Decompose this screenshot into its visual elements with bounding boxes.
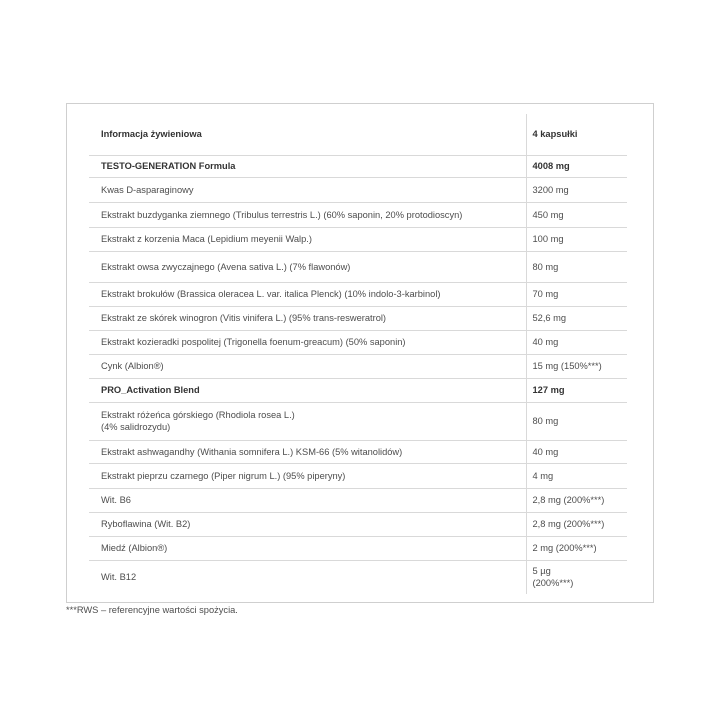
nutrition-panel xyxy=(66,103,654,603)
row-value-cell: 2,8 mg (200%***) xyxy=(526,488,627,512)
table-header-row xyxy=(89,114,627,155)
row-name-cell: Wit. B12 xyxy=(101,572,137,583)
footnote: ***RWS – referencyjne wartości spożycia. xyxy=(66,605,238,615)
row-name-cell: Ekstrakt pieprzu czarnego (Piper nigrum L.) (95% piperyny) xyxy=(89,463,526,488)
table-row xyxy=(89,402,627,440)
row-name-cell: Ekstrakt owsa zwyczajnego (Avena sativa L.) (7% flawonów) xyxy=(89,251,526,282)
row-value-cell: 4 mg xyxy=(526,463,627,488)
table-row xyxy=(89,512,627,536)
row-name-cell: Ekstrakt buzdyganka ziemnego (Tribulus terrestris L.) (60% saponin, 20% protodioscyn) xyxy=(89,202,526,227)
table-row xyxy=(89,463,627,488)
row-value-cell: 80 mg xyxy=(526,402,627,440)
table-row xyxy=(89,202,627,227)
row-value-cell: 127 mg xyxy=(526,378,627,402)
row-name-cell: Ekstrakt kozieradki pospolitej (Trigonella foenum-greacum) (50% saponin) xyxy=(89,330,526,354)
row-value-cell: 80 mg xyxy=(526,251,627,282)
row-value-cell: 5 µg (200%***) xyxy=(526,560,627,594)
row-name-cell: Ekstrakt z korzenia Maca (Lepidium meyenii Walp.) xyxy=(89,227,526,251)
row-name-cell: Ekstrakt ashwagandhy (Withania somnifera L.) KSM-66 (5% witanolidów) xyxy=(89,440,526,463)
table-row xyxy=(89,488,627,512)
row-name-cell: Ekstrakt brokułów (Brassica oleracea L. var. italica Plenck) (10% indolo-3-karbinol) xyxy=(89,282,526,306)
table-row xyxy=(89,227,627,251)
table-row xyxy=(89,251,627,282)
row-name-cell: Cynk (Albion®) xyxy=(89,354,526,378)
row-name-cell: Wit. B6 xyxy=(89,488,526,512)
header-name-cell: Informacja żywieniowa xyxy=(89,114,526,155)
row-value-cell: 2 mg (200%***) xyxy=(526,536,627,560)
table-row xyxy=(89,440,627,463)
header-value-cell: 4 kapsułki xyxy=(526,114,627,155)
table-row xyxy=(89,354,627,378)
table-row xyxy=(89,560,627,594)
row-value-cell: 100 mg xyxy=(526,227,627,251)
row-name-cell: Ekstrakt ze skórek winogron (Vitis vinifera L.) (95% trans-resweratrol) xyxy=(89,306,526,330)
table-row xyxy=(89,378,627,402)
table-row xyxy=(89,536,627,560)
row-value-cell: 40 mg xyxy=(526,330,627,354)
row-value-cell: 3200 mg xyxy=(526,177,627,202)
nutrition-table xyxy=(89,114,627,594)
row-name-cell: PRO_Activation Blend xyxy=(89,378,526,402)
table-row xyxy=(89,330,627,354)
row-name-cell: Ryboflawina (Wit. B2) xyxy=(89,512,526,536)
row-name-cell: Ekstrakt różeńca górskiego (Rhodiola rosea L.) (4% salidrozydu) xyxy=(89,402,526,440)
row-name-cell: Miedź (Albion®) xyxy=(89,536,526,560)
row-value-cell: 52,6 mg xyxy=(526,306,627,330)
row-name-cell: Kwas D-asparaginowy xyxy=(89,177,526,202)
row-value-cell: 2,8 mg (200%***) xyxy=(526,512,627,536)
table-row xyxy=(89,282,627,306)
row-value-cell: 40 mg xyxy=(526,440,627,463)
row-name-cell: TESTO-GENERATION Formula xyxy=(89,155,526,177)
table-row xyxy=(89,306,627,330)
row-value-cell: 450 mg xyxy=(526,202,627,227)
table-row xyxy=(89,177,627,202)
row-value-cell: 4008 mg xyxy=(526,155,627,177)
row-value-cell: 70 mg xyxy=(526,282,627,306)
row-value-cell: 15 mg (150%***) xyxy=(526,354,627,378)
table-row xyxy=(89,155,627,177)
